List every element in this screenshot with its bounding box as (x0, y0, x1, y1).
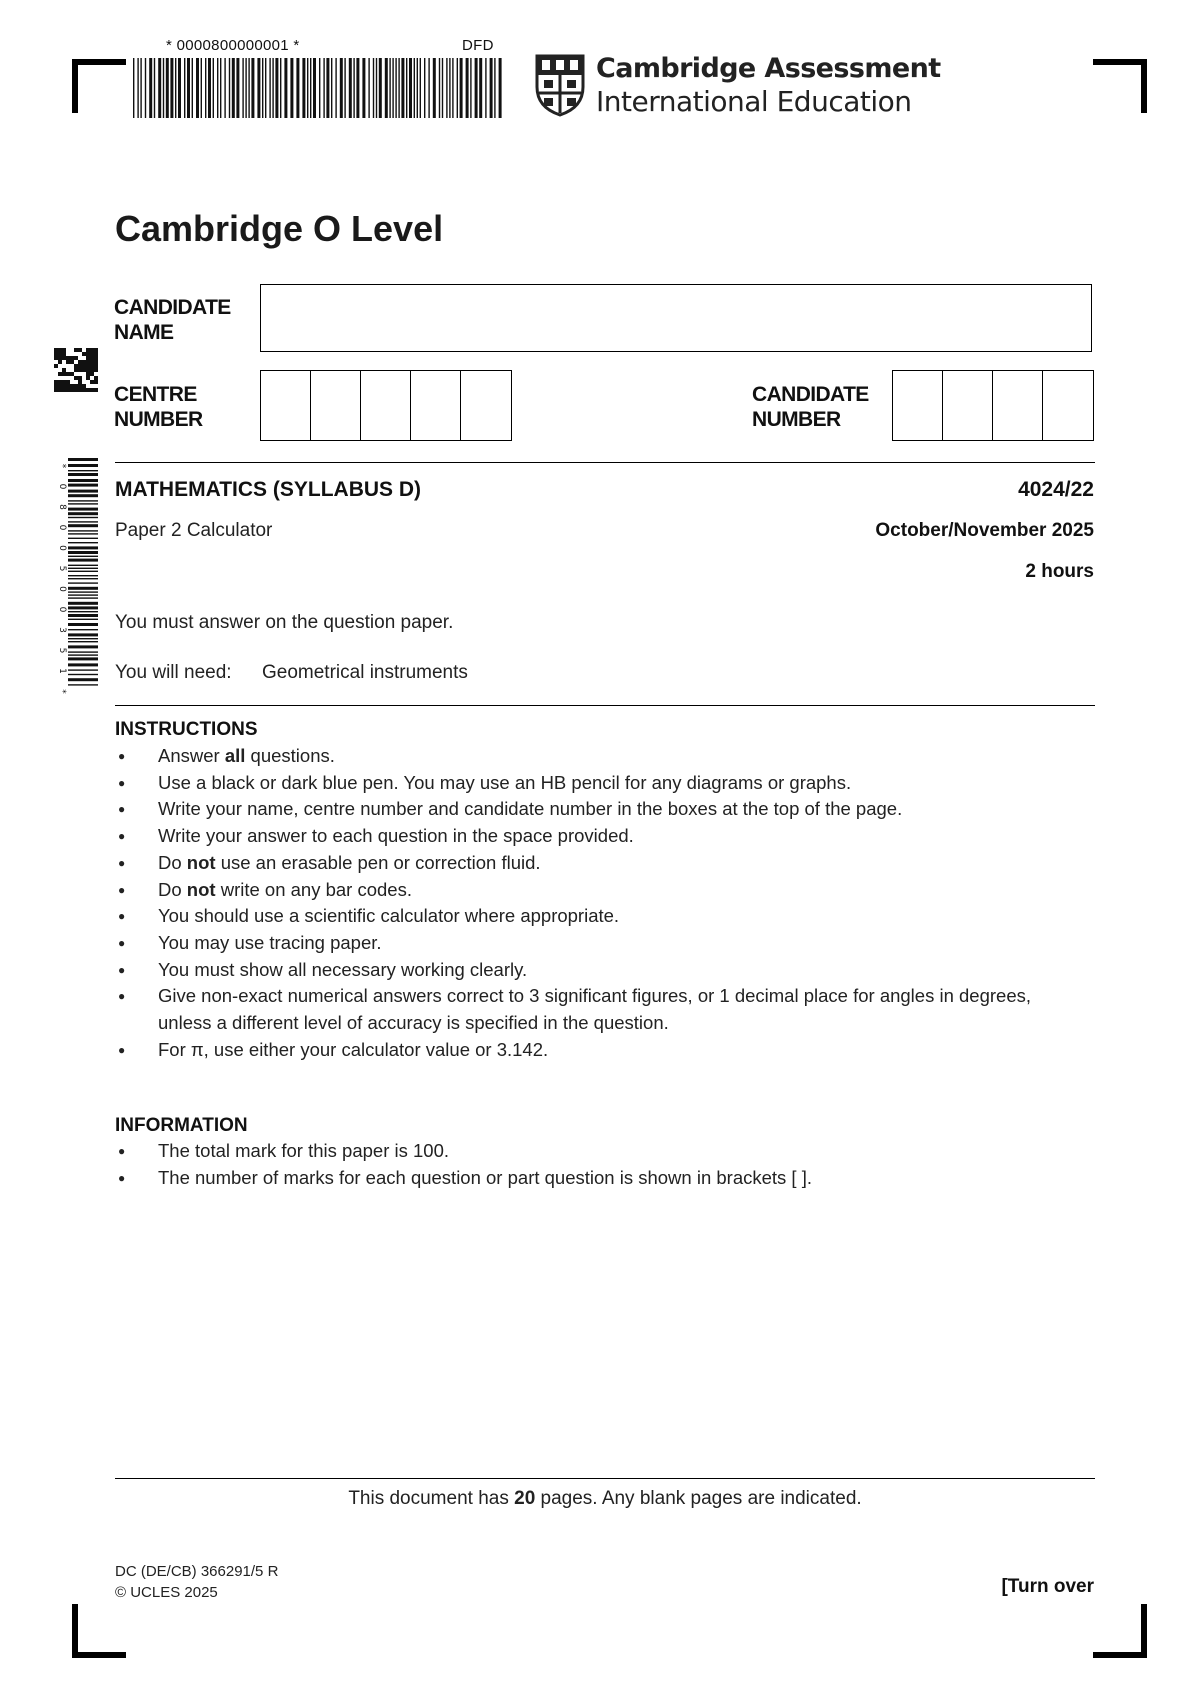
barcode (133, 58, 501, 118)
side-barcode (54, 458, 98, 694)
barcode-number: * 0000800000001 * (166, 37, 300, 54)
qr-code (54, 348, 98, 392)
list-item: ● Answer all questions. (115, 743, 1065, 770)
centre-number-digit-box[interactable] (311, 371, 361, 440)
candidate-number-digit-box[interactable] (1043, 371, 1093, 440)
shield-crest-icon (534, 53, 586, 117)
instructions-list (115, 743, 1065, 1063)
list-item: ● You may use tracing paper. (115, 930, 1065, 957)
registration-mark-top-right (1093, 59, 1147, 113)
paper-title: Paper 2 Calculator (115, 520, 273, 541)
list-item: ● Write your name, centre number and candidate number in the boxes at the top of the page. (115, 796, 1065, 823)
instructions-heading: INSTRUCTIONS (115, 719, 258, 740)
syllabus-code: 4024/22 (1018, 478, 1094, 501)
logo-line-1: Cambridge Assessment (596, 53, 941, 84)
turn-over: [Turn over (1001, 1576, 1094, 1597)
svg-text:5: 5 (57, 565, 67, 572)
need-label: You will need: (115, 662, 232, 683)
information-heading: INFORMATION (115, 1115, 248, 1136)
dfd-code: DFD (462, 37, 494, 54)
divider (115, 1478, 1095, 1479)
registration-mark-bottom-left (72, 1604, 126, 1658)
cambridge-logo (534, 52, 941, 118)
list-item: ● Give non-exact numerical answers correct to 3 significant figures, or 1 decimal place for angles in degrees, unless a different level of accuracy is specified in the question. (115, 983, 1065, 1036)
answer-note: You must answer on the question paper. (115, 612, 454, 633)
svg-text:3: 3 (57, 627, 67, 633)
centre-number-digit-box[interactable] (261, 371, 311, 440)
centre-number-boxes[interactable] (260, 370, 512, 441)
candidate-number-label: CANDIDATE NUMBER (752, 383, 869, 431)
list-item: ● The total mark for this paper is 100. (115, 1138, 1065, 1165)
need-value: Geometrical instruments (262, 662, 468, 683)
svg-text:0: 0 (57, 586, 67, 592)
list-item: ● The number of marks for each question or part question is shown in brackets [ ]. (115, 1165, 1065, 1192)
candidate-name-box[interactable] (260, 284, 1092, 352)
information-list (115, 1138, 1065, 1191)
centre-number-digit-box[interactable] (411, 371, 461, 440)
list-item: ● Use a black or dark blue pen. You may use an HB pencil for any diagrams or graphs. (115, 770, 1065, 797)
candidate-number-digit-box[interactable] (993, 371, 1043, 440)
centre-number-digit-box[interactable] (361, 371, 411, 440)
list-item: ● Write your answer to each question in the space provided. (115, 823, 1065, 850)
page-count-note: This document has 20 pages. Any blank pages are indicated. (348, 1488, 862, 1509)
list-item: ● Do not write on any bar codes. (115, 877, 1065, 904)
svg-text:0: 0 (57, 524, 67, 531)
svg-text:0: 0 (57, 606, 67, 613)
exam-duration: 2 hours (1025, 561, 1094, 582)
svg-text:8: 8 (57, 504, 67, 510)
divider (115, 462, 1095, 463)
candidate-number-boxes[interactable] (892, 370, 1094, 441)
list-item: ● For π, use either your calculator value or 3.142. (115, 1037, 1065, 1064)
candidate-name-label: CANDIDATE NAME (114, 296, 231, 344)
divider (115, 705, 1095, 706)
svg-text:1: 1 (57, 668, 67, 674)
svg-text:5: 5 (57, 647, 67, 654)
candidate-number-digit-box[interactable] (893, 371, 943, 440)
logo-line-2: International Education (596, 85, 912, 118)
subject-title: MATHEMATICS (SYLLABUS D) (115, 478, 422, 501)
registration-mark-bottom-right (1093, 1604, 1147, 1658)
candidate-number-digit-box[interactable] (943, 371, 993, 440)
svg-text:0: 0 (57, 483, 67, 490)
centre-number-label: CENTRE NUMBER (114, 383, 203, 431)
list-item: ● You should use a scientific calculator where appropriate. (115, 903, 1065, 930)
list-item: ● You must show all necessary working clearly. (115, 957, 1065, 984)
svg-text:*: * (57, 463, 67, 469)
qualification-title: Cambridge O Level (115, 208, 444, 249)
document-reference: DC (DE/CB) 366291/5 R © UCLES 2025 (115, 1563, 279, 1601)
svg-text:*: * (57, 689, 67, 694)
svg-text:0: 0 (57, 545, 67, 551)
centre-number-digit-box[interactable] (461, 371, 511, 440)
list-item: ● Do not use an erasable pen or correction fluid. (115, 850, 1065, 877)
registration-mark-top-left (72, 59, 126, 113)
exam-session: October/November 2025 (875, 520, 1094, 541)
